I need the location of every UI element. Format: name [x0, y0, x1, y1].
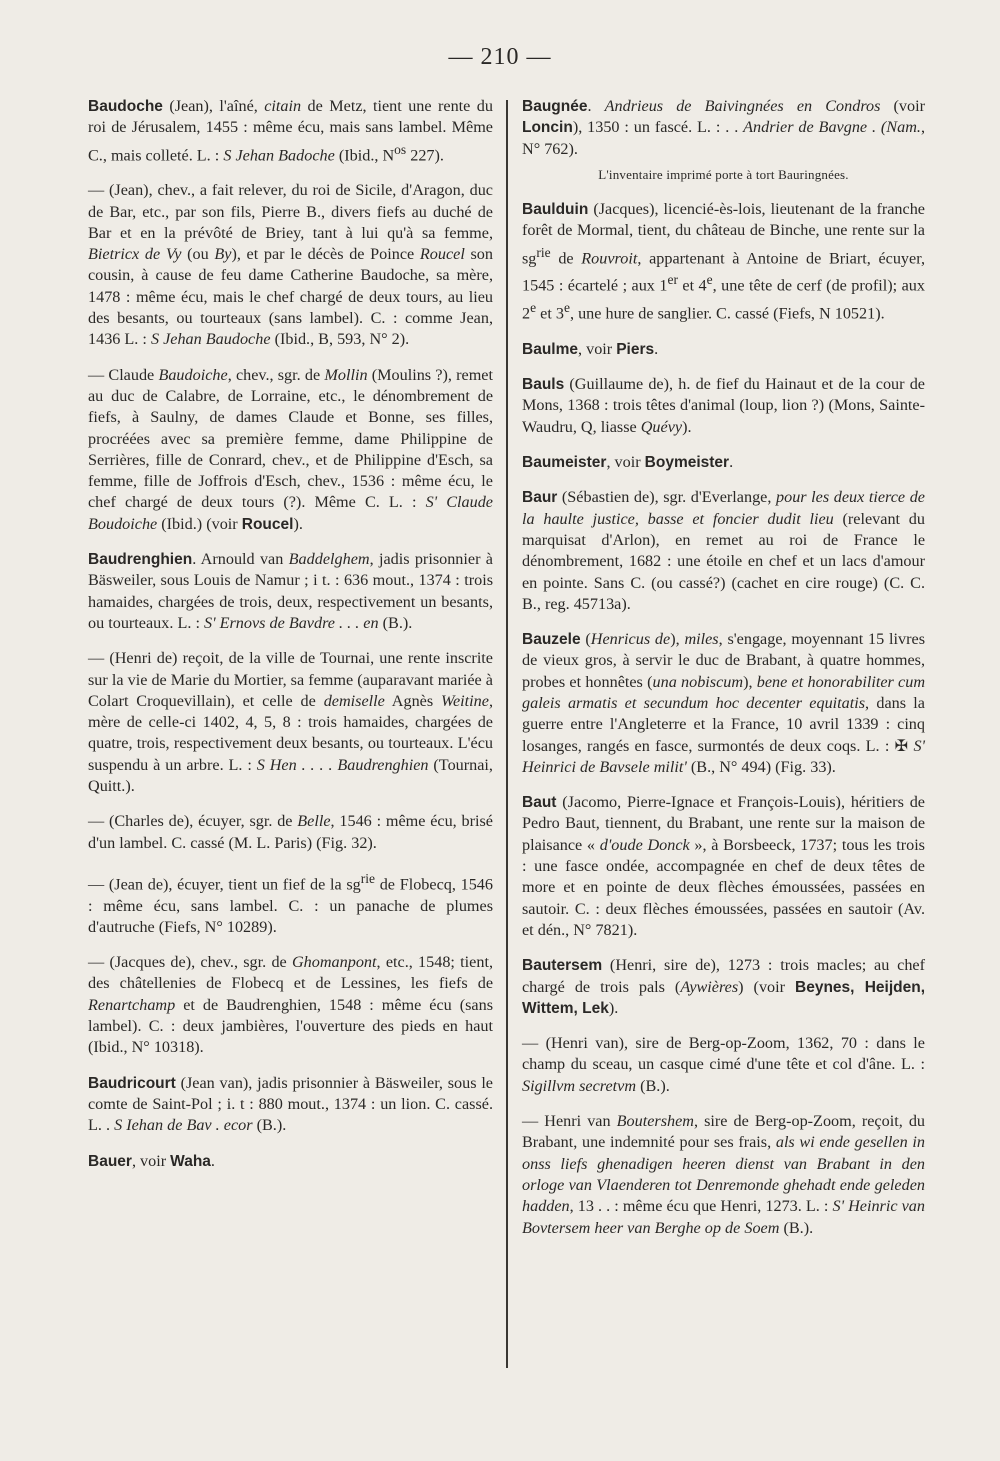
italic-text: pour les deux tierce de la haulte justice, basse et foncier dudit lieu: [522, 488, 925, 528]
entry-text: .: [654, 339, 659, 358]
entry-text: — (Jean de), écuyer, tient un fief de la sg: [88, 875, 361, 894]
entry-headword: Baudoche: [88, 98, 163, 115]
dictionary-entry: [88, 952, 493, 1058]
italic-text: S' Ernovs de Bavdre . . . en: [203, 613, 379, 632]
entry-text: (Ibid., N: [334, 145, 395, 164]
entry-text: — Claude: [88, 365, 159, 384]
italic-text: S' Heinric van Bovtersem heer van Berghe op de Soem: [522, 1197, 925, 1237]
entry-headword: Baudrenghien: [88, 551, 193, 569]
italic-text: bene et honorabiliter cum galeis armatis et secundum hoc decenter equitatis: [522, 672, 926, 712]
entry-text: — Henri van: [522, 1112, 617, 1131]
italic-text: Mollin: [324, 365, 368, 384]
entry-text: 227).: [406, 145, 444, 164]
entry-text: , une tête de cerf (de profil); aux 2: [522, 276, 925, 323]
entry-headword: Baut: [522, 794, 557, 812]
italic-text: miles: [684, 630, 719, 649]
italic-text: S Jehan Badoche: [223, 145, 335, 164]
cross-reference: Beynes, Heijden, Wittem, Lek: [522, 978, 926, 1017]
italic-text: Belle: [297, 812, 331, 831]
entry-text: et 3: [536, 304, 564, 323]
entry-text: (Sébastien de), sgr. d'Everlange,: [557, 488, 776, 507]
italic-text: Roucel: [419, 245, 465, 264]
entry-text: — (Jean), chev., a fait relever, du roi de Sicile, d'Aragon, duc de Bar, etc., par son fils, Pierre B., divers fiefs au duché de Bar et en la prévôté de Briey, tant à lui qu'à sa femme,: [88, 181, 493, 242]
italic-text: By: [214, 245, 232, 264]
dictionary-entry: [88, 1151, 493, 1172]
entry-text: son cousin, à cause de feu dame Catherine Baudoche, sa mère, 1478 : même écu, mais le chef chargé de deux tours, au lieu des besants, ou tourteaux (sans lambel). C. : comme Jean, 1436 L. :: [88, 245, 493, 349]
entry-text: ).: [682, 417, 692, 436]
superscript: e: [563, 300, 570, 316]
dictionary-entry: [522, 374, 925, 438]
cross-reference: Waha: [170, 1152, 211, 1170]
entry-text: (relevant du marquisat d'Arlon), en remet au roi de France le dénombrement, 1682 : une étoile en chef et un lacs d'amour en pointe. Sans C. (ou cassé?) (cachet en cire rouge) (C. C. B., reg. 45713a).: [522, 509, 925, 613]
dictionary-entry: [522, 452, 925, 473]
italic-text: Baudoiche: [158, 365, 228, 384]
entry-text: (Jean), l'aîné,: [162, 97, 265, 115]
entry-text: (B., N° 494) (Fig. 33).: [686, 757, 836, 776]
right-column: [522, 96, 925, 1253]
italic-text: S Jehan Baudoche: [150, 330, 271, 349]
entry-text: (B.).: [378, 613, 413, 632]
cross-reference: Roucel: [241, 515, 294, 533]
entry-text: — (Henri van), sire de Berg-op-Zoom, 1362, 70 : dans le champ du sceau, un casque cimé d'une tête et col d'âne. L. :: [522, 1034, 925, 1074]
italic-text: Boutershem: [616, 1112, 694, 1131]
entry-headword: Bauls: [522, 376, 565, 394]
footnote: L'inventaire imprimé porte à tort Bauringnées.: [598, 166, 849, 182]
entry-text: (B.).: [252, 1116, 287, 1135]
superscript: er: [667, 272, 678, 288]
italic-text: d'oude Donck: [599, 835, 690, 854]
entry-headword: Bauer: [88, 1152, 132, 1170]
italic-text: Baddelghem: [288, 550, 370, 569]
entry-text: , voir: [606, 453, 645, 472]
italic-text: als wi ende gesellen in onss liefs ghenadigen heeren dienst van Brabant in den orloge van Vlaenderen tot Denremonde ghehadt ende geleden hadden: [522, 1133, 925, 1216]
entry-text: (Ibid., B, 593, N° 2).: [270, 330, 410, 349]
italic-text: Weitine: [441, 691, 489, 710]
dictionary-entry: [522, 955, 925, 1019]
italic-text: Quévy: [640, 417, 683, 436]
dictionary-entry: [522, 96, 925, 160]
entry-headword: Bauzele: [522, 631, 581, 649]
entry-text: ).: [608, 998, 619, 1017]
entry-text: ).: [293, 514, 303, 533]
entry-text: , s'engage, moyennant 15 livres de vieux gros, à servir le duc de Brabant, à quatre hommes, probes et honnêtes (: [522, 630, 926, 691]
entry-text: (ou: [181, 245, 215, 264]
entry-text: », à Borsbeeck, 1737; tous les trois : une fasce ondée, accompagnée en chef de deux têtes de more et en pointe de deux flèches émoussées, passées en sautoir. C. : deux flèches émoussées, passées en sautoir (Av. et dén., N° 7821).: [522, 835, 925, 939]
superscript: rie: [360, 870, 375, 886]
entry-text: — (Charles de), écuyer, sgr. de: [88, 812, 298, 831]
italic-text: Andrieus de Baivingnées en Condros: [604, 97, 881, 115]
left-column: [88, 96, 493, 1186]
superscript: rie: [536, 244, 551, 260]
entry-text: .: [587, 97, 605, 115]
dictionary-entry: [88, 365, 493, 535]
dictionary-entry: [88, 811, 493, 854]
entry-text: (Tournai, Quitt.).: [88, 755, 493, 795]
entry-text: , jadis prisonnier à Bäsweiler, sous Louis de Namur ; i t. : 636 mout., 1374 : trois hamaides, chargées de trois, deux, respectivement un besants, ou tourteaux. L. :: [88, 550, 493, 632]
entry-headword: Bautersem: [522, 957, 603, 975]
italic-text: S Iehan de Bav . ecor: [114, 1116, 253, 1135]
entry-text: (Moulins ?), remet au duc de Calabre, de Lorraine, etc., le dénombrement de fiefs, à Saulny, de dames Claude et Bonne, ses filles, procréées avec sa première femme, dame Philippine de Serrières, fille de Conrard, chev., et de Philippine d'Esch, sa femme, fille de Joffrois d'Esch, chev., 1536 : même écu, le chef chargé de deux tours (?). Même C. L. :: [88, 365, 493, 512]
entry-text: , 1546 : même écu, brisé d'un lambel. C. cassé (M. L. Paris) (Fig. 32).: [88, 812, 493, 852]
entry-text: (Jacques), licencié-ès-lois, lieutenant de la franche forêt de Mormal, tient, du château de Binche, une rente sur la sg: [522, 200, 925, 268]
entry-text: ),: [670, 630, 685, 649]
italic-text: Aywières: [680, 977, 739, 996]
superscript: os: [394, 141, 407, 157]
italic-text: S' Claude Boudoiche: [88, 493, 493, 533]
italic-text: Bietricx de Vy: [88, 245, 182, 264]
dictionary-entry: [522, 339, 925, 360]
entry-text: et 4: [677, 276, 707, 295]
entry-text: (B.).: [779, 1218, 814, 1237]
entry-text: , voir: [578, 339, 617, 358]
entry-text: (voir: [880, 97, 926, 115]
entry-text: , sire de Berg-op-Zoom, reçoit, du Brabant, une indemnité pour ses frais,: [522, 1112, 926, 1152]
entry-headword: Baulme: [522, 340, 578, 358]
dictionary-entry: [522, 199, 925, 325]
dictionary-entry: [88, 648, 493, 797]
entry-text: .: [210, 1151, 215, 1170]
dictionary-entry: [522, 629, 925, 778]
italic-text: demiselle: [323, 691, 385, 710]
dictionary-entry: [88, 549, 493, 634]
entry-headword: Baumeister: [522, 454, 607, 472]
entry-text: (Jacomo, Pierre-Ignace et François-Louis), héritiers de Pedro Baut, tiennent, du Brabant, une rente sur la maison de plaisance «: [522, 793, 925, 854]
entry-text: (Jean van), jadis prisonnier à Bäsweiler, sous le comte de Saint-Pol ; i. t : 880 mout., 1374 : un lion. C. cassé. L. .: [88, 1073, 493, 1135]
italic-text: Sigillvm secretvm: [522, 1076, 637, 1095]
entry-text: , N° 762).: [522, 118, 925, 158]
dictionary-entry: [88, 180, 493, 350]
italic-text: S' Heinrici de Bavsele milit': [522, 736, 925, 776]
entry-text: ),: [743, 672, 757, 691]
italic-text: Renartchamp: [88, 995, 176, 1014]
italic-text: citain: [264, 97, 302, 115]
entry-text: , une hure de sanglier. C. cassé (Fiefs, N 10521).: [569, 304, 885, 323]
page-number: — 210 —: [448, 44, 552, 70]
entry-text: de Metz, tient une rente du roi de Jérusalem, 1455 : même écu, mais sans lambel. Même C., mais colleté. L. :: [88, 97, 493, 164]
entry-headword: Baugnée: [522, 98, 588, 115]
entry-text: ), et par le décès de Poince: [231, 245, 420, 264]
entry-text: .: [729, 453, 734, 472]
italic-text: Ghomanpont: [291, 953, 377, 972]
entry-headword: Baur: [522, 489, 558, 507]
superscript: e: [530, 300, 537, 316]
entry-text: , 13 . . : même écu que Henri, 1273. L. :: [569, 1197, 833, 1216]
cross-reference: Piers: [616, 340, 655, 358]
dictionary-entry: [522, 792, 925, 941]
italic-text: Rouvroit: [581, 249, 638, 268]
italic-text: Henricus de: [590, 630, 671, 649]
dictionary-entry: [88, 96, 493, 166]
dictionary-entry: [522, 1111, 925, 1239]
entry-headword: Baulduin: [522, 201, 589, 219]
italic-text: Andrier de Bavgne . (Nam.: [743, 118, 921, 137]
entry-text: , appartenant à Antoine de Briart, écuyer, 1545 : écartelé ; aux 1: [522, 249, 926, 295]
entry-text: de: [550, 249, 582, 268]
italic-text: una nobiscum: [652, 672, 744, 691]
entry-text: (Henri, sire de), 1273 : trois macles; au chef chargé de trois pals (: [522, 956, 925, 996]
entry-text: et de Baudrenghien, 1548 : même écu (sans lambel). C. : deux jambières, l'ouverture des pieds en haut (Ibid., N° 10318).: [88, 995, 493, 1057]
column-divider: [506, 100, 508, 1368]
entry-text: (B.).: [636, 1076, 670, 1095]
entry-text: , mère de celle-ci 1402, 4, 5, 8 : trois hamaides, chargées de quatre, trois, respectivement deux besants, ou tourteaux. L'écu suspendu à un arbre. L. :: [88, 691, 493, 774]
dictionary-entry: [522, 1033, 925, 1097]
entry-headword: Baudricourt: [88, 1074, 176, 1092]
entry-text: Agnès: [384, 691, 441, 710]
dictionary-entry: [522, 487, 925, 615]
entry-text: , chev., sgr. de: [227, 365, 325, 384]
dictionary-entry: [88, 1073, 493, 1137]
cross-reference: Boymeister: [644, 454, 730, 472]
superscript: e: [706, 272, 713, 288]
cross-reference: Loncin: [522, 119, 573, 137]
entry-text: (Guillaume de), h. de fief du Hainaut et de la cour de Mons, 1368 : trois têtes d'animal (loup, lion ?) (Mons, Sainte-Waudru, Q, liasse: [522, 375, 925, 436]
entry-text: , voir: [131, 1151, 171, 1170]
dictionary-entry: [88, 868, 493, 938]
entry-text: — (Jacques de), chev., sgr. de: [88, 953, 292, 972]
italic-text: S Hen . . . . Baudrenghien: [256, 755, 429, 774]
entry-text: — (Henri de) reçoit, de la ville de Tournai, une rente inscrite sur la vie de Marie du Mortier, sa femme (auparavant mariée à Colart Croquevillain), et celle de: [88, 649, 493, 710]
entry-text: de Flobecq, 1546 : même écu, sans lambel. C. : un panache de plumes d'autruche (Fiefs, N° 10289).: [88, 875, 493, 936]
entry-text: ) (voir: [738, 977, 796, 996]
entry-text: ), 1350 : un fascé. L. : . .: [572, 118, 744, 137]
entry-text: . Arnould van: [192, 550, 289, 569]
entry-text: (: [580, 630, 591, 649]
entry-text: (Ibid.) (voir: [157, 514, 242, 533]
entry-text: , dans la guerre entre l'Angleterre et la France, 10 avril 1339 : cinq losanges, rangés en fasce, surmontés de deux coqs. L. : ✠: [522, 694, 925, 755]
entry-text: , etc., 1548; tient, des châtellenies de Flobecq et de Lessines, les fiefs de: [88, 953, 493, 993]
